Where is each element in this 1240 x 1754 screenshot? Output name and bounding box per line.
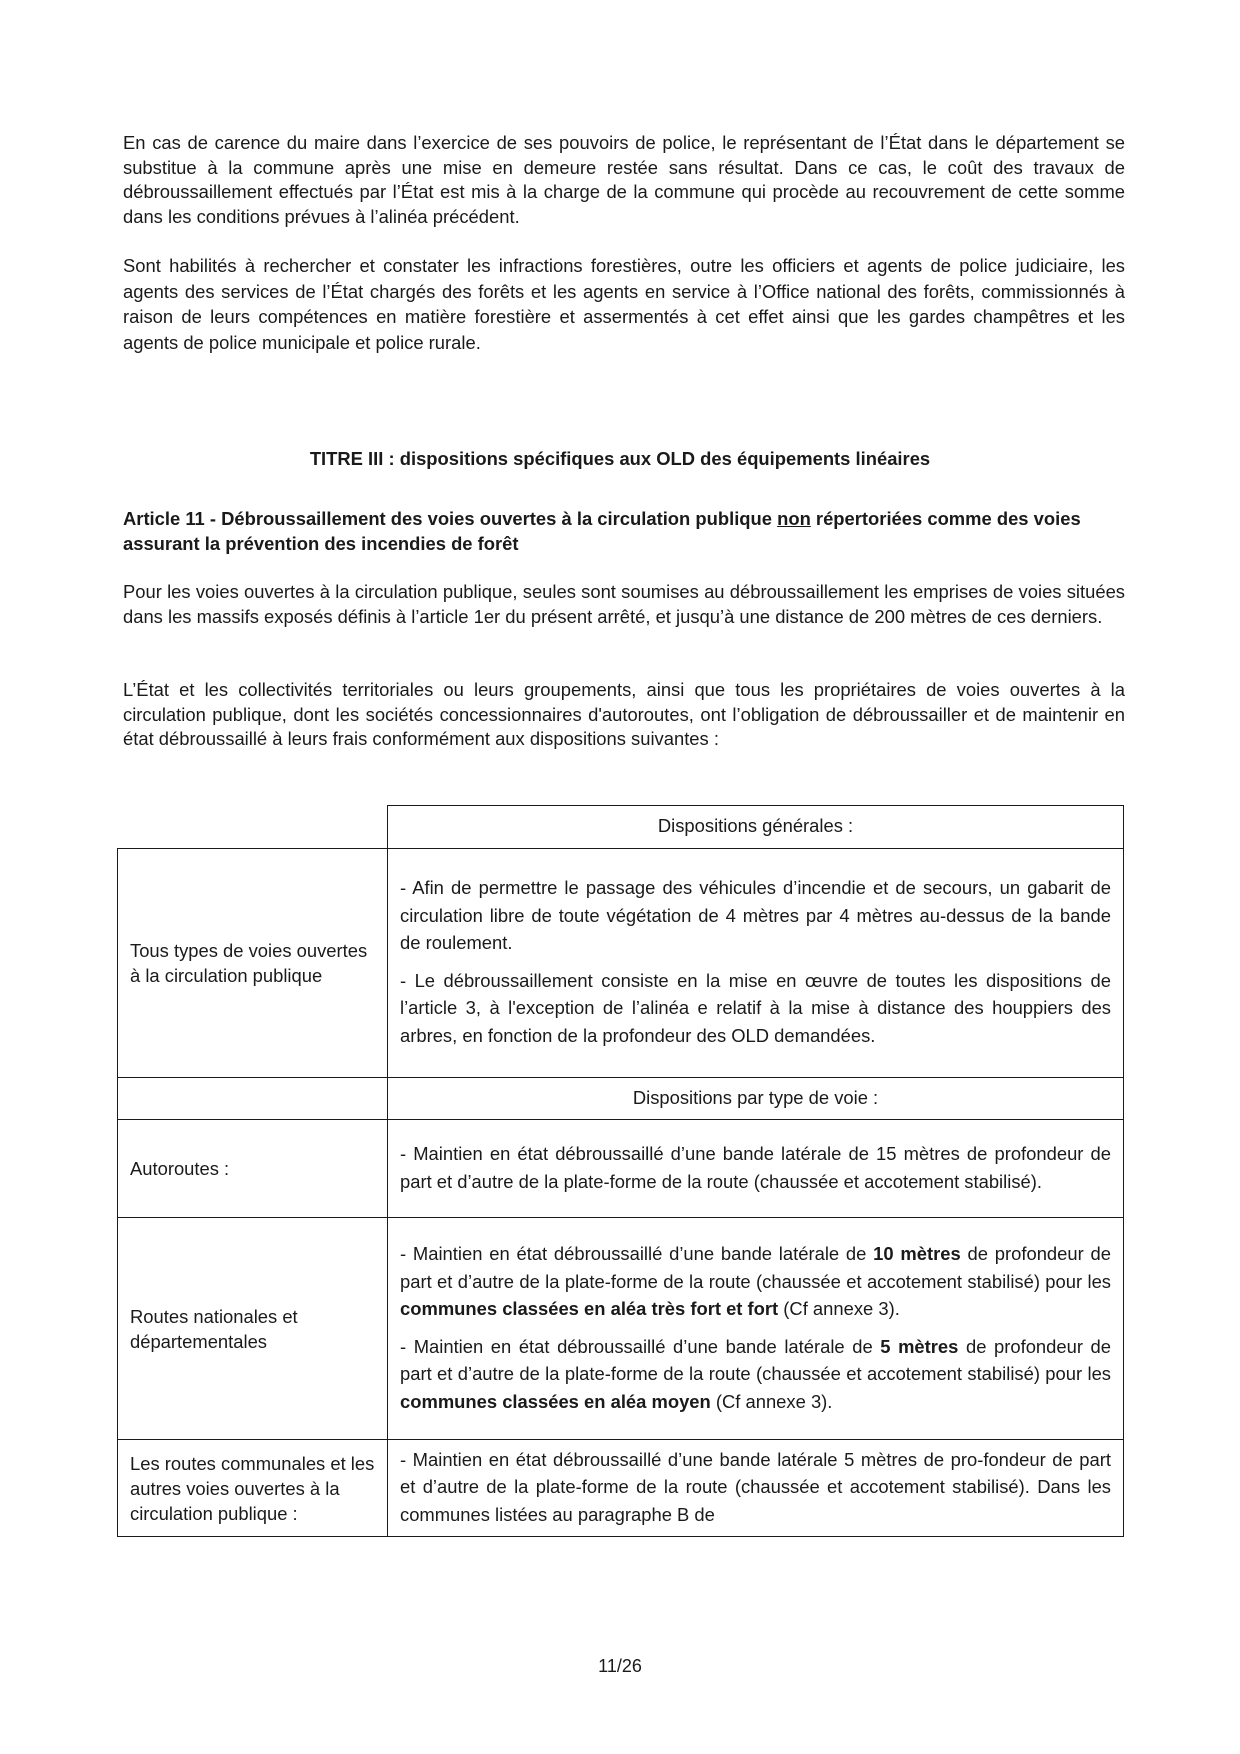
- row-label: Autoroutes :: [118, 1120, 388, 1218]
- row-content: [388, 1440, 1124, 1537]
- table-subheader-row: [118, 1077, 1124, 1120]
- section-title: TITRE III : dispositions spécifiques aux OLD des équipements linéaires: [309, 448, 931, 469]
- bold-text: 10 mètres: [873, 1243, 961, 1264]
- article-heading: [123, 506, 1125, 556]
- dispositions-table: [117, 805, 1124, 1537]
- row-content: [388, 1120, 1124, 1218]
- bold-text: communes classées en aléa moyen: [400, 1390, 711, 1412]
- row-item: - Le débroussaillement consiste en la mise en œuvre de toutes les dispositions de l’article 3, à l'exception de l’alinéa e relatif à la mise à distance des houppiers des arbres, en fonction de la profondeur des OLD demandées.: [400, 969, 1111, 1046]
- text: - Maintien en état débroussaillé d’une bande latérale de: [400, 1335, 881, 1357]
- text: de profondeur de part et d’autre de la plate-forme de la route (chaussée et accotement stabilisé) pour les: [400, 1335, 1111, 1384]
- row-label: Les routes communales et les autres voies ouvertes à la circulation publique :: [118, 1440, 388, 1537]
- paragraph-voies-soumises: Pour les voies ouvertes à la circulation publique, seules sont soumises au débroussaillement les emprises de voies situées dans les massifs exposés définis à l’article 1er du présent arrêté, et jusqu’à une distance de 200 mètres de ces derniers.: [123, 581, 1125, 627]
- article-heading-start: Article 11 - Débroussaillement des voies ouvertes à la circulation publique: [123, 508, 778, 529]
- paragraph-obligation: L’État et les collectivités territoriales ou leurs groupements, ainsi que tous les propriétaires de voies ouvertes à la circulation publique, dont les sociétés concessionnaires d'autoroutes, ont l’obligation de débroussailler et de maintenir en état débroussaillé à leurs frais conformément aux dispositions suivantes :: [123, 679, 1125, 749]
- table-header-general: Dispositions générales :: [388, 806, 1124, 849]
- row-content: [388, 848, 1124, 1077]
- text: - Maintien en état débroussaillé d’une bande latérale de: [400, 1243, 874, 1264]
- table-header-row: [118, 806, 1124, 849]
- table-row: [118, 1218, 1124, 1440]
- row-item: - Afin de permettre le passage des véhicules d’incendie et de secours, un gabarit de circulation libre de toute végétation de 4 mètres par 4 mètres au-dessus de la bande de roulement.: [400, 877, 1111, 953]
- row-item: - Maintien en état débroussaillé d’une bande latérale 5 mètres de pro-fondeur de part et d’autre de la plate-forme de la route (chaussée et accotement stabilisé). Dans les communes listées au paragraphe B de: [400, 1448, 1111, 1525]
- text: (Cf annexe 3).: [710, 1390, 833, 1412]
- table-empty-cell: [118, 1077, 388, 1120]
- page-number: 11/26: [598, 1656, 642, 1676]
- article-heading-end: répertoriées comme des voies assurant la prévention des incendies de forêt: [123, 508, 1081, 554]
- article-heading-underlined: non: [777, 508, 811, 529]
- row-content: [388, 1218, 1124, 1440]
- row-item: - Maintien en état débroussaillé d’une bande latérale de 15 mètres de profondeur de part et d’autre de la plate-forme de la route (chaussée et accotement stabilisé).: [400, 1143, 1111, 1192]
- row-label: Routes nationales et départementales: [118, 1218, 388, 1440]
- text: (Cf annexe 3).: [778, 1298, 900, 1319]
- paragraph-carence-maire: En cas de carence du maire dans l’exercice de ses pouvoirs de police, le représentant de l’État dans le département se substitue à la commune après une mise en demeure restée sans résultat. Dans ce cas, le coût des travaux de débroussaillement effectués par l’État est mis à la charge de la commune qui procède au recouvrement de cette somme dans les conditions prévues à l’alinéa précédent.: [123, 132, 1125, 227]
- row-item: [400, 1240, 1111, 1323]
- bold-text: 5 mètres: [880, 1335, 959, 1357]
- paragraph-infractions: Sont habilités à rechercher et constater les infractions forestières, outre les officiers et agents de police judiciaire, les agents des services de l’État chargés des forêts et les agents en service à l’Office national des forêts, commissionnés à raison de leurs compétences en matière forestière et assermentés à cet effet ainsi que les gardes champêtres et les agents de police municipale et police rurale.: [123, 255, 1125, 353]
- table-row: [118, 1120, 1124, 1218]
- table-empty-cell: [118, 806, 388, 849]
- row-label: Tous types de voies ouvertes à la circulation publique: [118, 848, 388, 1077]
- table-row: [118, 1440, 1124, 1537]
- row-item: [400, 1333, 1111, 1416]
- bold-text: communes classées en aléa très fort et fort: [400, 1298, 779, 1319]
- table-header-by-type: Dispositions par type de voie :: [388, 1077, 1124, 1120]
- table-row: [118, 848, 1124, 1077]
- text: de profondeur de part et d’autre de la plate-forme de la route (chaussée et accotement stabilisé) pour les: [400, 1243, 1111, 1292]
